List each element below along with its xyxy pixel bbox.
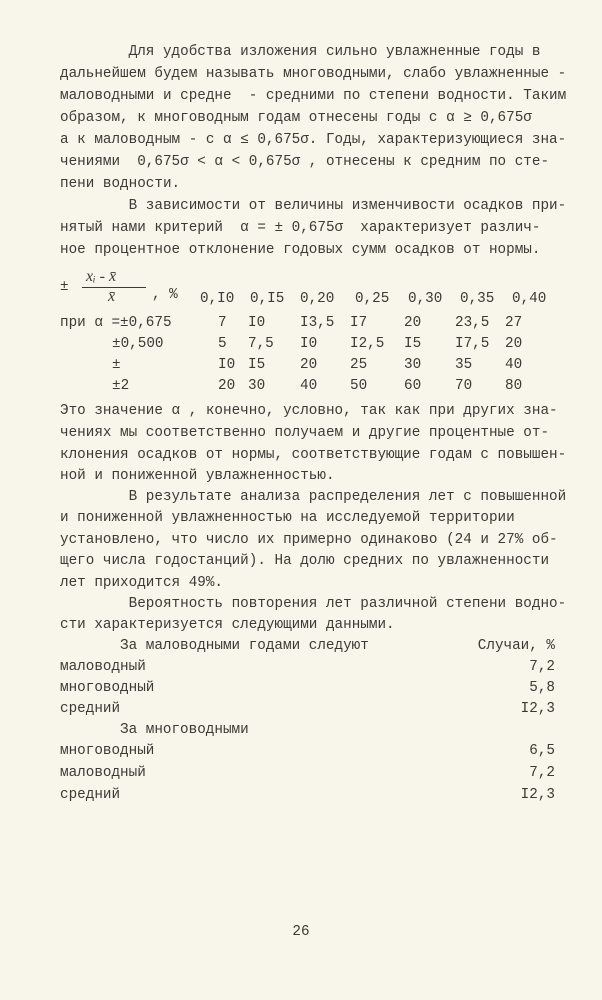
text-line: пени водности. xyxy=(60,176,181,192)
table-cell: I5 xyxy=(248,357,266,373)
text-line: Вероятность повторения лет различной степени водно- xyxy=(60,596,567,612)
text-line: чениями 0,675σ < α < 0,675σ , отнесены к средним по сте- xyxy=(60,154,550,170)
group-heading: За маловодными годами следуют xyxy=(120,638,369,654)
item-label: средний xyxy=(60,701,121,717)
text-line: а к маловодным - с α ≤ 0,675σ. Годы, характеризующиеся зна- xyxy=(60,132,567,148)
table-cell: I0 xyxy=(300,336,318,352)
text-line: ной и пониженной увлажненностью. xyxy=(60,468,335,484)
text-line: щего числа годостанций). На долю средних по увлажненности xyxy=(60,553,550,569)
deviation-formula xyxy=(60,268,180,308)
item-label: средний xyxy=(60,787,121,803)
column-header: 0,40 xyxy=(512,291,547,307)
page-number: 26 xyxy=(292,924,310,940)
text-line: лет приходится 49%. xyxy=(60,575,224,591)
item-label: многоводный xyxy=(60,743,155,759)
text-line: сти характеризуется следующими данными. xyxy=(60,617,395,633)
table-cell: I0 xyxy=(248,315,266,331)
table-cell: 7,5 xyxy=(248,336,274,352)
row-label: при α =±0,675 xyxy=(60,315,172,331)
table-cell: 7 xyxy=(218,315,227,331)
table-cell: 40 xyxy=(300,378,318,394)
table-cell: 20 xyxy=(404,315,422,331)
row-label: ± xyxy=(112,357,121,373)
table-cell: 35 xyxy=(455,357,473,373)
column-header: 0,25 xyxy=(355,291,390,307)
group-heading: За многоводными xyxy=(120,722,249,738)
text-line: и пониженной увлажненностью на исследуемой территории xyxy=(60,510,515,526)
text-line: ное процентное отклонение годовых сумм осадков от нормы. xyxy=(60,242,541,258)
table-cell: I5 xyxy=(404,336,422,352)
text-line: нятый нами критерий α = ± 0,675σ характеризует различ- xyxy=(60,220,541,236)
table-cell: 70 xyxy=(455,378,473,394)
text-line: дальнейшем будем называть многоводными, слабо увлажненные - xyxy=(60,66,567,82)
text-line: маловодными и средне - средними по степени водности. Таким xyxy=(60,88,567,104)
column-header: 0,20 xyxy=(300,291,335,307)
column-header: 0,I5 xyxy=(250,291,285,307)
table-cell: 27 xyxy=(505,315,523,331)
text-line: образом, к многоводным годам отнесены годы с α ≥ 0,675σ xyxy=(60,110,532,126)
item-label: многоводный xyxy=(60,680,155,696)
table-cell: I7 xyxy=(350,315,368,331)
table-cell: 50 xyxy=(350,378,368,394)
item-value: 6,5 xyxy=(529,743,555,759)
table-cell: I2,5 xyxy=(350,336,385,352)
table-cell: 23,5 xyxy=(455,315,490,331)
column-header: Случаи, % xyxy=(477,638,555,654)
row-label: ±0,500 xyxy=(112,336,164,352)
text-line: В результате анализа распределения лет с повышенной xyxy=(60,489,567,505)
table-cell: I0 xyxy=(218,357,236,373)
text-line: В зависимости от величины изменчивости осадков при- xyxy=(60,198,567,214)
table-cell: I7,5 xyxy=(455,336,490,352)
text-line: Это значение α , конечно, условно, так как при других зна- xyxy=(60,403,558,419)
table-cell: 30 xyxy=(248,378,266,394)
table-cell: 5 xyxy=(218,336,227,352)
row-label: ±2 xyxy=(112,378,130,394)
table-cell: 20 xyxy=(300,357,318,373)
text-line: клонения осадков от нормы, соответствующие годам с повышен- xyxy=(60,447,567,463)
item-label: маловодный xyxy=(60,765,146,781)
formula-denominator: x̄ xyxy=(108,288,116,305)
column-header: 0,30 xyxy=(408,291,443,307)
item-value: I2,3 xyxy=(520,787,555,803)
item-label: маловодный xyxy=(60,659,146,675)
table-cell: 40 xyxy=(505,357,523,373)
formula-numerator: xᵢ - x̄ xyxy=(86,268,117,285)
formula-unit: , % xyxy=(152,287,178,303)
column-header: 0,35 xyxy=(460,291,495,307)
table-cell: 20 xyxy=(218,378,236,394)
item-value: 5,8 xyxy=(529,680,555,696)
table-cell: 80 xyxy=(505,378,523,394)
table-cell: 25 xyxy=(350,357,368,373)
item-value: I2,3 xyxy=(520,701,555,717)
text-line: Для удобства изложения сильно увлажненные годы в xyxy=(60,44,541,60)
item-value: 7,2 xyxy=(529,765,555,781)
item-value: 7,2 xyxy=(529,659,555,675)
plus-minus: ± xyxy=(60,279,69,295)
table-cell: 30 xyxy=(404,357,422,373)
table-cell: 20 xyxy=(505,336,523,352)
table-cell: 60 xyxy=(404,378,422,394)
text-line: установлено, что число их примерно одинаково (24 и 27% об- xyxy=(60,532,558,548)
text-line: чениях мы соответственно получаем и другие процентные от- xyxy=(60,425,550,441)
column-header: 0,I0 xyxy=(200,291,235,307)
table-cell: I3,5 xyxy=(300,315,335,331)
